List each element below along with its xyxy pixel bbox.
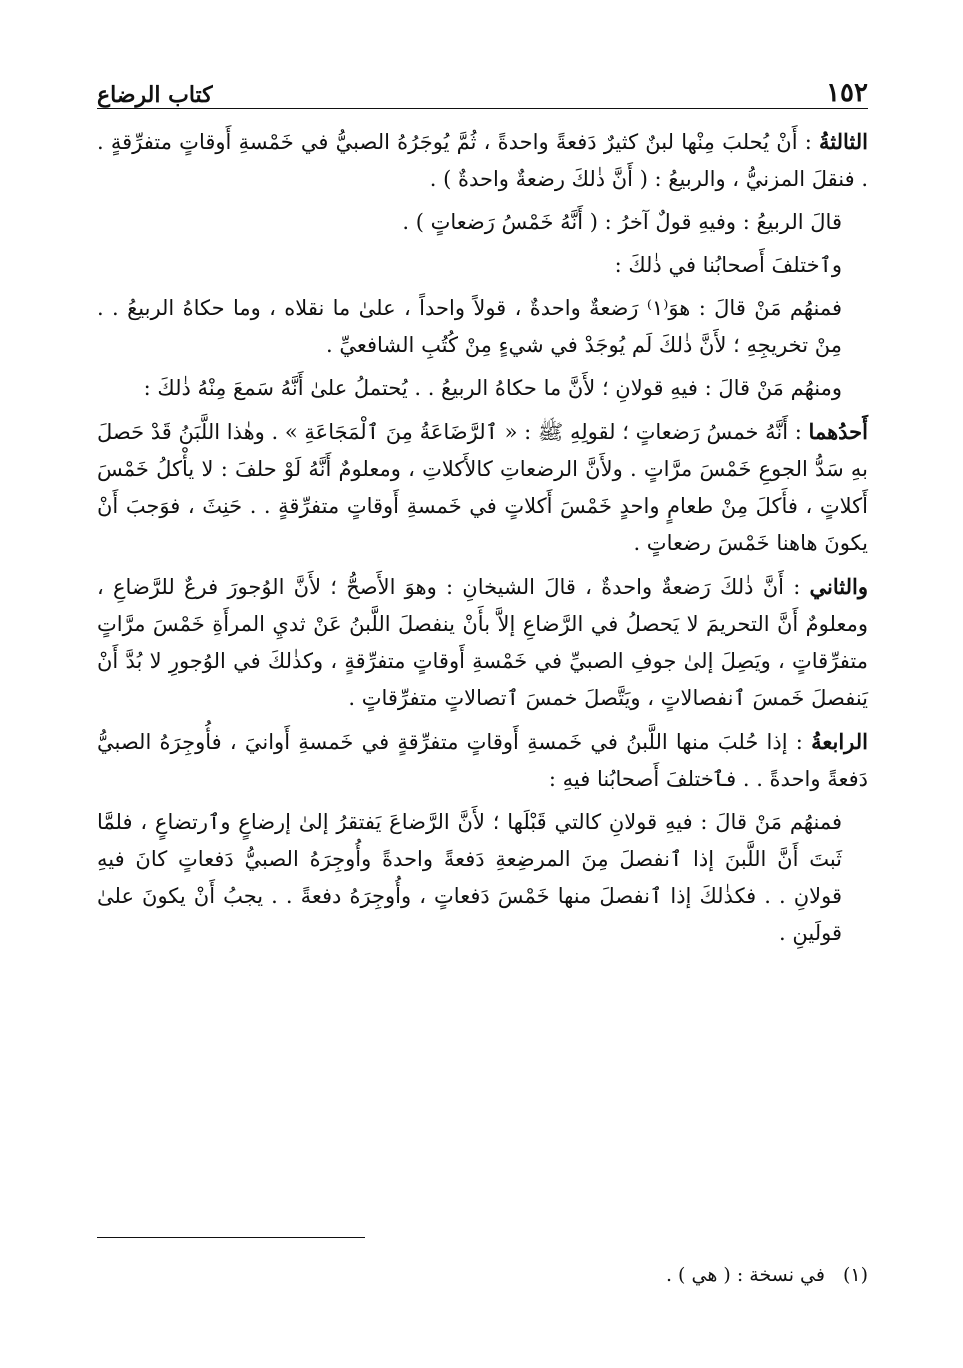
footnote	[666, 1264, 868, 1286]
paragraph-text: وٱختلفَ أَصحابُنا في ذٰلكَ :	[614, 253, 842, 277]
paragraph-third-case	[97, 123, 868, 198]
paragraph-fourth-case	[97, 723, 868, 798]
paragraph-text: : أَنَّ ذٰلكَ رَضعةٌ واحدةٌ ، قالَ الشيخانِ : وهوَ الأَصحُّ ؛ لأَنَّ الوُجورَ فرعٌ للرَّضاعِ ، ومعلومٌ أَنَّ التحريمَ لا يَحصلُ في الرَّضاعِ إلاَّ بأَنْ ينفصلَ اللَّبنُ عَنْ ثديِ المرأَةِ خَمْسَ مرَّاتٍ متفرِّقاتٍ ، ويَصِلَ إلىٰ جوفِ الصبيِّ في خَمْسةِ أَوقاتٍ متفرِّقةٍ ، وكذٰلكَ في الوُجورِ لا بُدَّ أَنْ يَنفصلَ خَمسَ ٱنفصالاتٍ ، ويَتَّصلَ خمسَ ٱتصالاتٍ متفرِّقاتٍ .	[97, 575, 868, 710]
paragraph-second-opinion	[97, 568, 868, 717]
paragraph-text: فمنهُم مَنْ قالَ : فيهِ قولانِ كالتي قَبْلَها ؛ لأَنَّ الرَّضاعَ يَفتقرُ إلىٰ إرضاعٍ وٱرتضاعٍ ، فلمَّا ثَبتَ أَنَّ اللَّبنَ إذا ٱنفصلَ مِنَ المرضِعةِ دَفعةً واحدةً وأُوجِرَهُ الصبيُّ دَفعاتٍ كانَ فيهِ قولانِ . . فكذٰلكَ إذا ٱنفصلَ منها خَمْسَ دَفعاتٍ ، وأُوجِرَهُ دفعةً . . يجبُ أَنْ يكونَ علىٰ قولَينِ .	[97, 810, 842, 945]
case-heading: الرابعةُ	[811, 729, 868, 754]
paragraph-first-view	[97, 290, 868, 364]
paragraph-text: ومنهُم مَنْ قالَ : فيهِ قولانِ ؛ لأَنَّ ما حكاهُ الربيعُ . . يُحتملُ علىٰ أَنَّهُ سَمعَ مِنْهُ ذٰلكَ :	[143, 376, 842, 400]
paragraph-text: : أَنْ يُحلبَ مِنْها لبنٌ كثيرٌ دَفعةً واحدةً ، ثُمَّ يُوجَرُهُ الصبيُّ في خَمْسةِ أَوقاتٍ متفرِّقةٍ . . فنقلَ المزنيُّ ، والربيعُ : ( أَنَّ ذٰلكَ رضعةٌ واحدةٌ ) .	[97, 130, 868, 191]
footnote-number: (١)	[842, 1264, 868, 1286]
paragraph-text: : إذا حُلبَ منها اللَّبنُ في خَمسةِ أَوقاتٍ متفرِّقةٍ في خَمسةِ أَوانيَ ، فأُوجِرَهُ الصبيُّ دَفعةً واحدةً . . فٱختلفَ أَصحابُنا فيهِ :	[97, 730, 868, 791]
opinion-heading: أَحدُهما	[808, 419, 868, 444]
footnote-text: في نسخة : ( هي ) .	[665, 1264, 825, 1286]
paragraph-second-view	[97, 370, 868, 407]
paragraph-text: فمنهُم مَنْ قالَ : هوَ⁽١⁾ رَضعةٌ واحدةٌ ، قولاً واحداً ، علىٰ ما نقلاه ، وما حكاهُ الربيعُ . . مِنْ تخريجِهِ ؛ لأَنَّ ذٰلكَ لَم يُوجَدْ في شيءٍ مِنْ كُتُبِ الشافعيِّ .	[97, 296, 842, 357]
paragraph-first-opinion	[97, 413, 868, 562]
paragraph-text: قالَ الربيعُ : وفيهِ قولٌ آخرُ : ( أَنَّهُ خَمْسُ رَضعاتٍ ) .	[402, 210, 842, 234]
body-text	[97, 123, 868, 952]
paragraph-rabi-quote	[97, 204, 868, 241]
footnote-divider	[97, 1237, 365, 1238]
paragraph-disagreement	[97, 247, 868, 284]
case-heading: الثالثةُ	[819, 129, 868, 154]
book-title: كتاب الرضاع	[97, 82, 213, 108]
paragraph-fourth-view	[97, 804, 868, 952]
running-header	[97, 74, 868, 109]
opinion-heading: والثاني	[809, 574, 868, 599]
page-number: ١٥٢	[826, 78, 868, 108]
paragraph-text: : أَنَّهُ خمسُ رَضعاتٍ ؛ لقولِهِ ﷺ : « ٱلرَّضَاعَةُ مِنَ ٱلْمَجَاعَةِ » . وهٰذا اللَّبَنُ قَدْ حَصلَ بهِ سَدُّ الجوعِ خَمْسَ مرَّاتٍ . ولأَنَّ الرضعاتِ كالأَكلاتِ ، ومعلومٌ أَنَّهُ لَوْ حلفَ : لا يأْكلُ خَمْسَ أَكلاتٍ ، فأَكلَ مِنْ طعامٍ واحدٍ خَمْسَ أَكلاتٍ في خَمسةِ أَوقاتٍ متفرِّقةٍ . . حَنِثَ ، فوَجبَ أَنْ يكونَ هاهنا خَمْسَ رضعاتٍ .	[97, 420, 868, 555]
